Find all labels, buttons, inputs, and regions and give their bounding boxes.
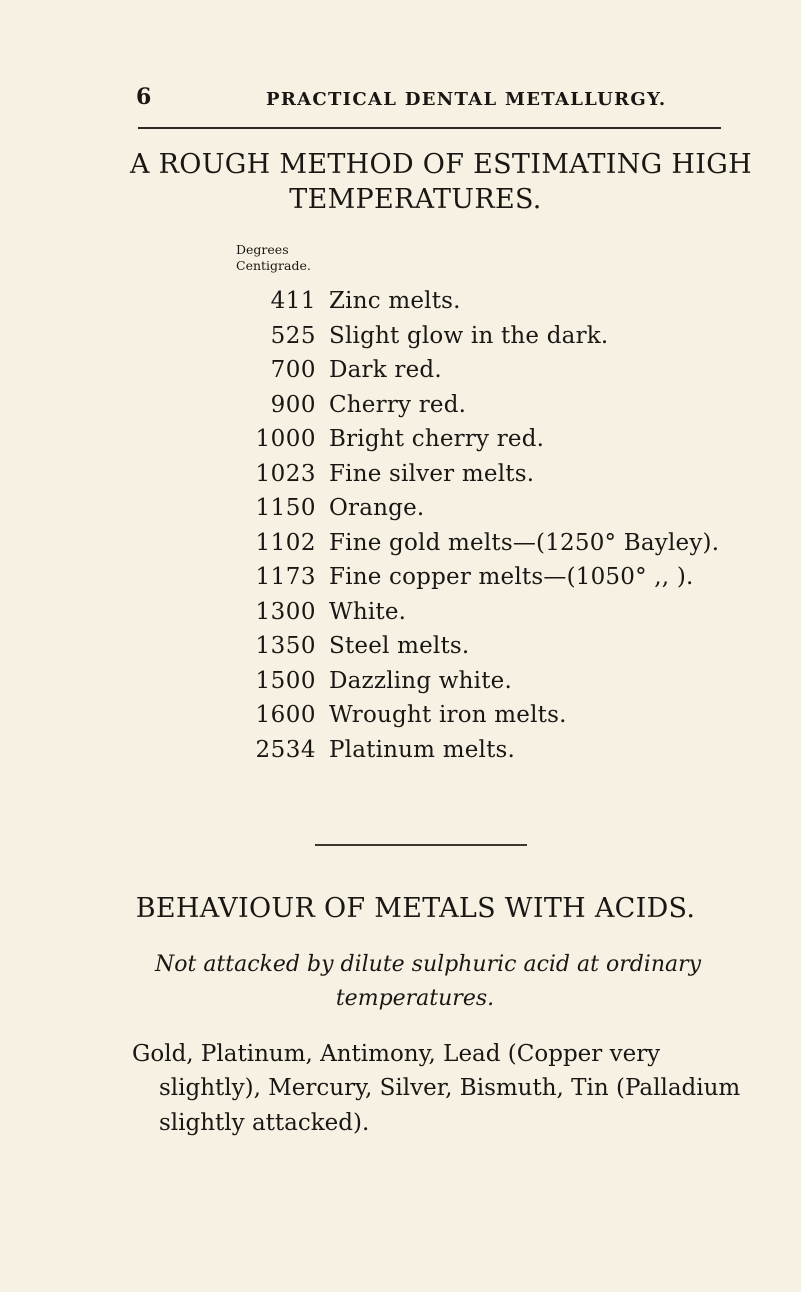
acid-body-line-1: Gold, Platinum, Antimony, Lead (Copper very: [132, 1041, 661, 1067]
degrees-header-line-1: Degrees: [236, 242, 289, 257]
temperature-value: 1350: [255, 633, 316, 659]
page-number: 6: [136, 84, 152, 110]
acid-body-line-3: slightly attacked).: [159, 1110, 370, 1136]
temperature-row: [236, 629, 756, 664]
temperature-description: Dark red.: [329, 357, 442, 383]
temperature-value: 1173: [255, 564, 316, 590]
temperature-row: [236, 422, 756, 457]
temperature-row: [236, 560, 756, 595]
temperature-row: [236, 284, 756, 319]
temperature-value: 1150: [255, 495, 316, 521]
temperature-row: [236, 595, 756, 630]
temperature-value: 2534: [255, 736, 316, 763]
temperature-description: Cherry red.: [329, 391, 467, 418]
temperature-value: 525: [270, 322, 316, 349]
running-head: PRACTICAL DENTAL METALLURGY.: [266, 89, 667, 110]
temperature-value: 700: [270, 357, 316, 383]
top-rule-divider: [138, 127, 721, 129]
temperature-value: 1023: [255, 460, 316, 487]
temperature-row: [236, 353, 756, 388]
acid-section-title: BEHAVIOUR OF METALS WITH ACIDS.: [135, 893, 696, 924]
temperature-value: 1000: [255, 426, 316, 452]
temperature-value: 1300: [255, 598, 316, 625]
temperature-description: Fine silver melts.: [329, 460, 535, 487]
temperature-description: Orange.: [329, 495, 425, 521]
acid-body-line-2: slightly), Mercury, Silver, Bismuth, Tin (Palladium: [159, 1075, 741, 1101]
temperature-value: 900: [270, 391, 316, 418]
temperature-row: [236, 698, 756, 733]
temperature-row: [236, 526, 756, 561]
temperature-description: Fine gold melts—(1250° Bayley).: [329, 529, 720, 556]
temperature-section-title-line-1: A ROUGH METHOD OF ESTIMATING HIGH: [130, 149, 752, 180]
temperature-value: 1600: [255, 702, 316, 728]
temperature-description: Fine copper melts—(1050° ,, ).: [329, 564, 694, 590]
temperature-row: [236, 457, 756, 492]
temperature-row: [236, 491, 756, 526]
temperature-row: [236, 733, 756, 768]
temperature-description: Slight glow in the dark.: [329, 322, 609, 349]
temperature-description: Zinc melts.: [329, 288, 461, 314]
temperature-description: Bright cherry red.: [329, 426, 545, 452]
temperature-section-title-line-2: TEMPERATURES.: [289, 184, 542, 215]
temperature-description: Dazzling white.: [329, 667, 512, 694]
temperature-description: Wrought iron melts.: [329, 702, 567, 728]
degrees-column-header: [236, 242, 311, 274]
temperature-table: [236, 284, 756, 767]
temperature-row: [236, 319, 756, 354]
acid-subtitle-line-2: temperatures.: [335, 986, 495, 1011]
acid-subtitle-line-1: Not attacked by dilute sulphuric acid at ordinary: [155, 952, 702, 977]
temperature-row: [236, 664, 756, 699]
temperature-value: 1102: [255, 529, 316, 556]
temperature-value: 411: [270, 288, 316, 314]
degrees-header-line-2: Centigrade.: [236, 258, 311, 273]
temperature-description: Steel melts.: [329, 633, 470, 659]
temperature-description: Platinum melts.: [329, 736, 516, 763]
temperature-value: 1500: [255, 667, 316, 694]
temperature-description: White.: [329, 598, 407, 625]
temperature-row: [236, 388, 756, 423]
section-divider-rule: [315, 844, 527, 846]
